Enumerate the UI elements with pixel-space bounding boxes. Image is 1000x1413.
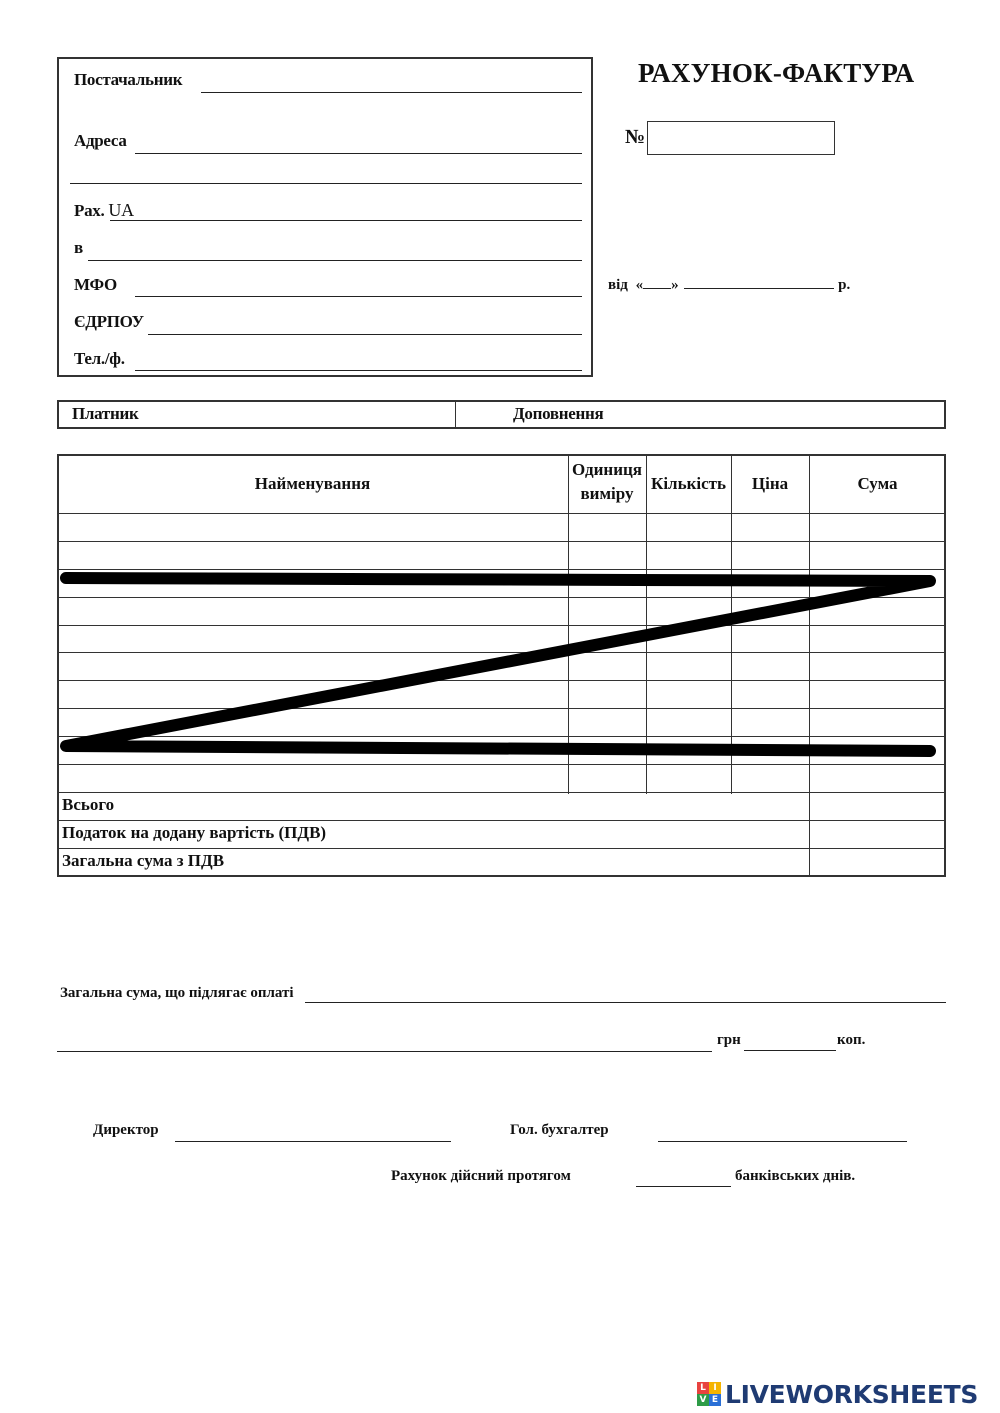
brand-name: LIVEWORKSHEETS — [725, 1379, 979, 1409]
date-year-suffix: р. — [838, 277, 851, 293]
header-name: Найменування — [254, 474, 371, 493]
uah-label: грн — [717, 1032, 741, 1048]
row-divider — [57, 680, 946, 681]
addendum-label: Доповнення — [513, 404, 604, 423]
header-divider — [57, 513, 946, 514]
row-divider — [57, 597, 946, 598]
number-input[interactable] — [647, 121, 835, 155]
document-title: РАХУНОК-ФАКТУРА — [638, 58, 915, 88]
amount-words-field[interactable] — [57, 1051, 712, 1052]
vat-label: Податок на додану вартість (ПДВ) — [62, 823, 327, 842]
director-signature-field[interactable] — [175, 1141, 451, 1142]
col-divider-sum — [809, 454, 810, 877]
grand-total-label: Загальна сума з ПДВ — [62, 851, 225, 870]
row-divider — [57, 792, 946, 793]
validity-days-field[interactable] — [636, 1186, 731, 1187]
number-label: № — [625, 126, 646, 148]
edrpou-field[interactable] — [148, 334, 582, 335]
payer-row — [57, 400, 946, 429]
validity-label: Рахунок дійсний протягом — [391, 1168, 571, 1184]
row-divider — [57, 736, 946, 737]
col-divider-qty — [646, 454, 647, 794]
liveworksheets-logo-icon: L I V E — [697, 1382, 721, 1406]
header-unit: Одиниця виміру — [572, 460, 642, 503]
row-divider — [57, 764, 946, 765]
banking-days-label: банківських днів. — [735, 1168, 856, 1184]
header-price: Ціна — [751, 474, 789, 493]
total-divider — [57, 820, 946, 821]
goods-table — [57, 454, 946, 877]
kop-field[interactable] — [744, 1050, 836, 1051]
address-label: Адреса — [74, 131, 127, 150]
bank-field[interactable] — [88, 260, 582, 261]
header-quantity: Кількість — [651, 474, 726, 493]
col-divider-price — [731, 454, 732, 794]
date-day-field[interactable] — [643, 288, 671, 289]
row-divider — [57, 541, 946, 542]
account-label: Рах. UA — [74, 200, 134, 220]
mfo-field[interactable] — [135, 296, 582, 297]
liveworksheets-brand — [697, 1378, 978, 1410]
address-field-line2[interactable] — [70, 183, 582, 184]
account-field[interactable] — [110, 220, 582, 221]
bank-label: в — [74, 238, 83, 257]
total-label: Всього — [62, 795, 115, 814]
payer-separator — [455, 400, 456, 429]
supplier-field[interactable] — [201, 92, 582, 93]
header-sum: Сума — [857, 474, 898, 493]
amount-due-field[interactable] — [305, 1002, 946, 1003]
row-divider — [57, 625, 946, 626]
kop-label: коп. — [837, 1032, 866, 1048]
date-from-label: від — [608, 277, 628, 293]
phone-field[interactable] — [135, 370, 582, 371]
phone-label: Тел./ф. — [74, 349, 125, 368]
accountant-label: Гол. бухгалтер — [510, 1122, 609, 1138]
date-row: від « » р. — [608, 277, 851, 293]
supplier-label: Постачальник — [74, 70, 183, 89]
row-divider — [57, 569, 946, 570]
payer-label: Платник — [72, 404, 139, 423]
address-field[interactable] — [135, 153, 582, 154]
row-divider — [57, 652, 946, 653]
vat-divider — [57, 848, 946, 849]
amount-due-label: Загальна сума, що підлягає оплаті — [60, 985, 294, 1001]
director-label: Директор — [93, 1122, 159, 1138]
row-divider — [57, 708, 946, 709]
date-month-field[interactable] — [684, 288, 834, 289]
mfo-label: МФО — [74, 275, 117, 294]
accountant-signature-field[interactable] — [658, 1141, 907, 1142]
edrpou-label: ЄДРПОУ — [74, 312, 144, 331]
